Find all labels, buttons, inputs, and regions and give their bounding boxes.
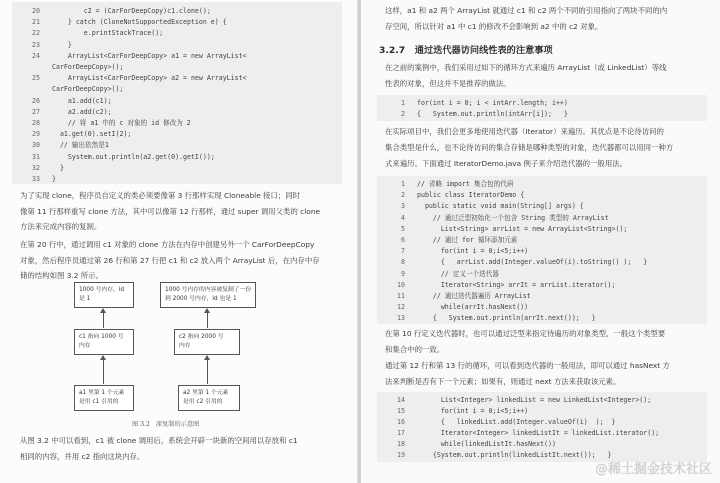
arrowhead-icon bbox=[204, 308, 210, 313]
paragraph-line: 从图 3.2 中可以看到，c1 被 clone 调用后，系统会开辟一块新的空间用以存放和 c1 bbox=[20, 436, 298, 445]
code-line bbox=[377, 224, 707, 234]
arrow-a1-to-c1 bbox=[103, 358, 104, 384]
code-line bbox=[12, 118, 342, 128]
line-number: 5 bbox=[401, 224, 405, 233]
line-number: 8 bbox=[401, 258, 405, 267]
line-number: 21 bbox=[32, 18, 40, 27]
code-text: // 通过泛型初始化一个包含 String 类型的 ArrayList bbox=[417, 213, 609, 222]
code-line bbox=[377, 269, 707, 279]
code-line bbox=[377, 235, 707, 245]
arrow-c1-to-1000 bbox=[103, 311, 104, 328]
paragraph-line: 在之前的案例中，我们采用过如下的循环方式来遍历 ArrayList（或 LinkedList）等线 bbox=[385, 63, 667, 72]
paragraph-line: 式来遍历。下面通过 IteratorDemo.java 例子来介绍迭代器的一般用法。 bbox=[385, 159, 627, 168]
paragraph-hasnext bbox=[385, 358, 715, 392]
code-block-linkedlist bbox=[377, 392, 707, 462]
paragraph-line: 方法来完成内容的复制。 bbox=[20, 222, 102, 231]
line-number: 19 bbox=[397, 451, 405, 459]
line-number: 32 bbox=[32, 163, 40, 172]
code-text: c2 = (CarForDeepCopy)c1.clone(); bbox=[52, 7, 211, 15]
code-line bbox=[12, 40, 342, 50]
code-line bbox=[12, 140, 342, 150]
line-number: 9 bbox=[401, 269, 405, 278]
code-line bbox=[377, 313, 707, 323]
paragraph-line: 在第 10 行定义迭代器时，也可以通过泛型来指定待遍历的对象类型，一般这个类型要 bbox=[385, 329, 666, 338]
code-line bbox=[12, 62, 342, 72]
line-number: 31 bbox=[32, 152, 40, 161]
code-line bbox=[377, 439, 707, 449]
arrow-a2-to-c2 bbox=[207, 358, 208, 384]
code-text: while(linkedListIt.hasNext()) bbox=[417, 440, 556, 448]
code-text: } catch (CloneNotSupportedException e) { bbox=[52, 18, 227, 27]
code-text: // 通过迭代器遍历 ArrayList bbox=[417, 292, 531, 300]
code-text: public class IteratorDemo { bbox=[417, 191, 525, 200]
code-text: { System.out.println(arrIt.next()); } bbox=[417, 314, 596, 323]
line-number: 13 bbox=[397, 314, 405, 323]
code-text: // 将 a1 中的 c 对象的 id 修改为 2 bbox=[52, 119, 191, 127]
code-line bbox=[377, 428, 707, 438]
code-line bbox=[12, 96, 342, 106]
a1-element-box bbox=[74, 385, 134, 411]
code-text: System.out.println(a2.get(0).getI()); bbox=[52, 152, 215, 161]
box-label: 到 2000 号内存，id 也是 1 bbox=[165, 296, 237, 302]
arrowhead-icon bbox=[204, 355, 210, 360]
code-text: while(arrIt.hasNext()) bbox=[417, 303, 529, 312]
box-label: 是用 c1 引用的 bbox=[79, 399, 119, 405]
line-number: 26 bbox=[32, 96, 40, 105]
line-number: 11 bbox=[397, 292, 405, 300]
box-label: 内存 bbox=[179, 343, 191, 349]
line-number: 27 bbox=[32, 107, 40, 116]
line-number: 1 bbox=[401, 180, 405, 188]
code-line bbox=[377, 98, 707, 108]
code-line bbox=[377, 201, 707, 211]
memory-2000-box bbox=[160, 282, 256, 308]
left-page bbox=[0, 0, 358, 483]
line-number: 18 bbox=[397, 440, 405, 448]
code-line bbox=[377, 213, 707, 223]
code-line bbox=[377, 109, 707, 119]
code-text: // 通过 for 循环添加元素 bbox=[417, 236, 518, 244]
paragraph-line: 集合类型是什么，也不论待访问的集合存储是哪种类型的对象，迭代器都可以用同一种方 bbox=[385, 143, 674, 152]
code-line bbox=[377, 246, 707, 256]
line-number: 22 bbox=[32, 29, 40, 38]
code-text: a2.add(c2); bbox=[52, 107, 112, 116]
box-label: 1000 号内存的内容被复制了一份 bbox=[165, 287, 252, 293]
line-number: 12 bbox=[397, 303, 405, 312]
code-line bbox=[12, 163, 342, 173]
paragraph-line: 通过第 12 行和第 13 行的循环，可以看到迭代器的一般用法，即可以通过 hasNext 方 bbox=[385, 361, 670, 370]
code-line bbox=[377, 302, 707, 312]
paragraph-iterator-intro bbox=[385, 124, 715, 176]
line-number: 25 bbox=[32, 74, 40, 83]
c2-reference-box bbox=[174, 329, 240, 355]
code-text: List<String> arrList = new ArrayList<String>(); bbox=[417, 224, 628, 233]
line-number: 7 bbox=[401, 247, 405, 256]
code-line bbox=[12, 28, 342, 38]
code-line bbox=[377, 190, 707, 200]
code-line bbox=[12, 129, 342, 139]
line-number: 20 bbox=[32, 7, 40, 15]
paragraph-line: 像第 11 行那样重写 clone 方法，其中可以像第 12 行那样，通过 super 调用父类的 clone bbox=[20, 206, 321, 216]
code-block-iterator-demo bbox=[377, 176, 707, 324]
arrowhead-icon bbox=[100, 355, 106, 360]
code-line bbox=[12, 107, 342, 117]
paragraph-line: 在实际项目中，我们会更多地使用迭代器（Iterator）来遍历。其优点是不论待访问的 bbox=[385, 127, 664, 136]
paragraph-line: 为了实现 clone，程序员自定义的类必须要像第 3 行那样实现 Cloneable 接口；同时 bbox=[20, 191, 301, 200]
line-number: 17 bbox=[397, 429, 405, 437]
line-number: 30 bbox=[32, 141, 40, 150]
code-block-for-loop bbox=[377, 95, 707, 121]
box-label: 1000 号内存，id bbox=[79, 287, 125, 293]
code-line bbox=[12, 84, 342, 94]
line-number: 10 bbox=[397, 280, 405, 289]
line-number: 14 bbox=[397, 396, 405, 404]
paragraph-line: 对象，然后程序员通过第 26 行和第 27 行把 c1 和 c2 放入两个 ArrayList 后，在内存中存 bbox=[20, 255, 320, 265]
box-label: c2 指向 2000 号 bbox=[179, 334, 224, 340]
section-heading: 3.2.7 通过迭代器访问线性表的注意事项 bbox=[379, 45, 553, 56]
code-text: a1.add(c1); bbox=[52, 96, 112, 105]
code-text: { System.out.println(intArr[i]); } bbox=[417, 110, 568, 118]
code-text: public static void main(String[] args) { bbox=[417, 202, 584, 211]
code-text: for(int i = 0; i < intArr.length; i++) bbox=[417, 99, 568, 107]
code-line bbox=[12, 174, 342, 184]
site-watermark: @稀土掘金技术社区 bbox=[594, 462, 712, 477]
code-line bbox=[377, 291, 707, 301]
paragraph-line: 性表的对象，但这并不是推荐的做法。 bbox=[385, 79, 511, 88]
arrowhead-icon bbox=[100, 308, 106, 313]
code-text: ArrayList<CarForDeepCopy> a1 = new ArrayList< bbox=[52, 51, 247, 60]
code-block-clone bbox=[12, 2, 342, 184]
code-text: CarForDeepCopy>(); bbox=[52, 63, 124, 71]
code-text: } bbox=[52, 163, 64, 172]
code-text: CarForDeepCopy>(); bbox=[52, 85, 124, 94]
line-number: 33 bbox=[32, 175, 40, 183]
line-number: 2 bbox=[401, 110, 405, 118]
paragraph-line: 和集合中的一致。 bbox=[385, 345, 445, 354]
line-number: 16 bbox=[397, 418, 405, 426]
code-line bbox=[12, 6, 342, 16]
code-text: { arrList.add(Integer.valueOf(i).toString() ); } bbox=[417, 258, 648, 267]
line-number: 24 bbox=[32, 51, 40, 60]
box-label: 内存 bbox=[79, 343, 91, 349]
c1-reference-box bbox=[74, 329, 134, 355]
code-line bbox=[377, 257, 707, 267]
arrow-c2-to-2000 bbox=[207, 311, 208, 328]
code-text: Iterator<String> arrIt = arrList.iterator(); bbox=[417, 280, 616, 289]
code-text: for(int i = 0;i<5;i++) bbox=[417, 247, 529, 256]
paragraph-line: 储的结构如图 3.2 所示。 bbox=[20, 271, 103, 280]
box-label: a1 里第 1 个元素 bbox=[79, 390, 125, 396]
line-number: 15 bbox=[397, 407, 405, 415]
a2-element-box bbox=[178, 385, 240, 411]
box-label: 是 1 bbox=[79, 296, 91, 302]
paragraph-loop-traversal bbox=[385, 60, 715, 96]
paragraph-figure-explanation bbox=[20, 433, 350, 473]
code-line bbox=[377, 179, 707, 189]
line-number: 29 bbox=[32, 130, 40, 139]
code-line bbox=[377, 395, 707, 405]
code-text: List<Integer> linkedList = new LinkedList<Integer>(); bbox=[417, 396, 652, 404]
code-line bbox=[12, 51, 342, 61]
code-text: { linkedList.add(Integer.valueOf(i) ); } bbox=[417, 418, 616, 426]
line-number: 23 bbox=[32, 40, 40, 49]
code-text: for(int i = 0;i<5;i++) bbox=[417, 407, 529, 415]
code-text: } bbox=[52, 40, 72, 49]
paragraph-line: 相同的内容，并用 c2 指向这块内存。 bbox=[20, 452, 145, 461]
code-line bbox=[377, 417, 707, 427]
line-number: 28 bbox=[32, 119, 40, 127]
line-number: 1 bbox=[401, 99, 405, 107]
box-label: c1 指向 1000 号 bbox=[79, 334, 124, 340]
code-text: // 省略 import 集合包的代码 bbox=[417, 180, 514, 188]
code-line bbox=[12, 17, 342, 27]
line-number: 2 bbox=[401, 191, 405, 200]
right-page bbox=[361, 0, 720, 483]
paragraph-line: 存空间，所以针对 a1 中 c1 的修改不会影响到 a2 中的 c2 对象。 bbox=[385, 22, 603, 31]
code-line bbox=[12, 152, 342, 162]
code-line bbox=[377, 280, 707, 290]
box-label: a2 里第 1 个元素 bbox=[183, 390, 229, 396]
code-line bbox=[12, 73, 342, 83]
line-number: 3 bbox=[401, 202, 405, 211]
code-line bbox=[377, 406, 707, 416]
line-number: 4 bbox=[401, 213, 405, 222]
code-text: a1.get(0).setI(2); bbox=[52, 130, 132, 139]
box-label: 是用 c2 引用的 bbox=[183, 399, 223, 405]
paragraph-arraylist-references bbox=[385, 3, 715, 39]
code-text: e.printStackTrace(); bbox=[52, 29, 164, 38]
paragraph-line: 这样，a1 和 a2 两个 ArrayList 就通过 c1 和 c2 两个不同的引用指向了两块不同的内 bbox=[385, 6, 668, 15]
code-text: Iterator<Integer> linkedListIt = linkedList.iterator(); bbox=[417, 429, 660, 437]
code-text: // 输出依然是1 bbox=[52, 141, 109, 150]
code-text: // 定义一个迭代器 bbox=[417, 269, 499, 278]
code-text: ArrayList<CarForDeepCopy> a2 = new ArrayList< bbox=[52, 74, 247, 83]
code-text: {System.out.println(linkedListIt.next()); } bbox=[417, 451, 612, 459]
paragraph-line: 法来判断是否有下一个元素；如果有，则通过 next 方法来获取该元素。 bbox=[385, 377, 621, 386]
paragraph-line: 在第 20 行中，通过调用 c1 对象的 clone 方法在内存中创建另外一个 CarForDeepCopy bbox=[20, 240, 315, 249]
figure-caption: 图 3.2 深复制的示意图 bbox=[132, 421, 200, 428]
paragraph-iterator-generic bbox=[385, 326, 715, 360]
code-text: } bbox=[52, 175, 56, 183]
memory-1000-box bbox=[74, 282, 134, 308]
paragraph-clone-memory bbox=[20, 237, 350, 287]
paragraph-cloneable bbox=[20, 188, 350, 238]
line-number: 6 bbox=[401, 236, 405, 244]
